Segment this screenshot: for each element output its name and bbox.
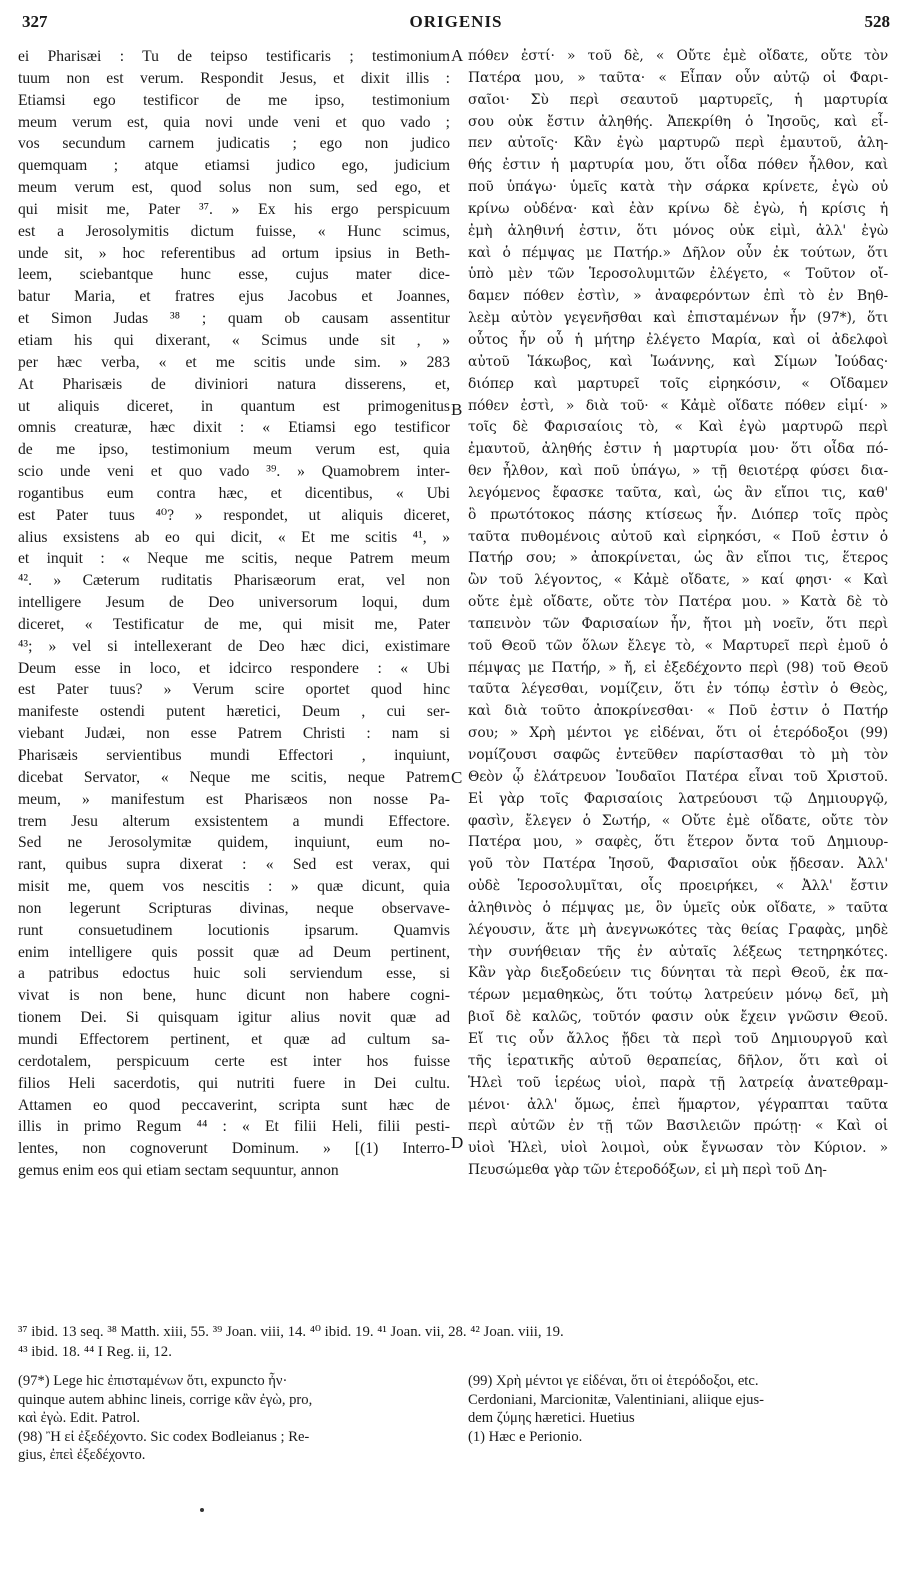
- latin-text-line: viebant Judæi, non esse Patrem Christi : nam si: [18, 725, 450, 743]
- latin-text-line: ut aliquis diceret, in quantum est primogenitus: [18, 397, 450, 415]
- greek-text-line: τὴν συνήθειαν τῆς ἐν αὐταῖς λέξεως τετηρηκότες.: [468, 943, 888, 960]
- latin-text-line: Deum esse in loco, et idcirco respondere : « Ubi: [18, 659, 450, 677]
- editor-note-line: (97*) Lege hic ἐπισταμένων ὅτι, expuncto ἦν·: [18, 1373, 288, 1389]
- editor-notes-left: [18, 1372, 450, 1465]
- latin-text-line: Attamen eo quod peccaverint, scripta sunt hæc de: [18, 1096, 450, 1114]
- greek-text-line: ὑπὸ μὲν τῶν Ἱεροσολυμιτῶν ἐλέγετο, « Τοῦτον οἴ-: [468, 266, 888, 283]
- latin-column: [18, 46, 450, 1182]
- latin-text-line: de me ipso, testimonium meum verum est, quia: [18, 441, 450, 459]
- stray-dot: [200, 1508, 204, 1512]
- margin-marker-a: A: [451, 46, 464, 65]
- latin-text-line: meum, » manifestum est Pharisæos non nosse Pa-: [18, 790, 450, 808]
- greek-column: [468, 46, 888, 1182]
- greek-text-line: περὶ αὐτῶν ἐν τῇ τῶν Βασιλειῶν πρώτῃ· « Καὶ οἱ: [468, 1118, 888, 1135]
- greek-text-line: ἐμαυτοῦ, ἀληθής ἐστιν ἡ μαρτυρία μου· ὅτι οἶδα πό-: [468, 441, 888, 458]
- latin-text-line: rant, quibus supra dixerat : « Sed est verax, qui: [18, 856, 450, 874]
- latin-text-line: et inquit : « Neque me scitis, neque Patrem meum: [18, 550, 450, 568]
- greek-text-line: μένοι· ἀλλ' ὅμως, ἐπεὶ ἥμαρτον, γέγραπται ταῦτα: [468, 1096, 888, 1113]
- margin-marker-d: D: [451, 1133, 464, 1152]
- latin-text-line: ei Pharisæi : Tu de teipso testificaris ; testimonium: [18, 48, 450, 65]
- latin-text-line: ⁴². » Cæterum ruditatis Pharisæorum erat, vel non: [18, 572, 450, 590]
- latin-text-line: batur Maria, et fratres ejus Jacobus et Joannes,: [18, 288, 450, 306]
- greek-text-line: βιοῖ δὲ καλῶς, τοῦτόν φασιν οὐκ ἔχειν γνῶσιν Θεοῦ.: [468, 1009, 888, 1026]
- latin-text-line: et Simon Judas ³⁸ ; quam ob causam assentitur: [18, 310, 450, 328]
- greek-text-line: ἐμὴ ἀληθινή ἐστιν, ὅτι μόνος οὐκ εἰμὶ, ἀλλ' ἐγὼ: [468, 222, 888, 239]
- latin-text-line: runt consuetudinem locutionis ipsarum. Quamvis: [18, 921, 450, 939]
- greek-text-line: Πατήρ σου; » ἀποκρίνεται, ὡς ἂν εἴποι τις, ἕτερος: [468, 550, 888, 567]
- greek-text-line: Πατέρα μου, » σαφὲς, ὅτι ἕτερον ὄντα τοῦ Δημιουρ-: [468, 834, 888, 851]
- greek-text-line: ἀληθινὸς ὁ πέμψας με, ὃν ὑμεῖς οὐκ οἴδατε, » ταῦτα: [468, 899, 888, 916]
- greek-text-line: θεν ἦλθον, καὶ ποῦ ὑπάγω, » τῇ θειοτέρᾳ φύσει δια-: [468, 463, 888, 480]
- running-title: ORIGENIS: [409, 12, 503, 31]
- latin-text-line: est Pater tuus ⁴⁰? » respondet, ut aliquis diceret,: [18, 506, 450, 524]
- greek-text-line: οὐδὲ Ἱεροσολυμῖται, οἷς προειρήκει, « Ἀλλ' ἔστιν: [468, 878, 888, 895]
- greek-text-line: λεὲμ αὐτὸν γεγενῆσθαι καὶ ἐπισταμένων ἦν (97*), ὅτι: [468, 310, 888, 327]
- latin-text-line: dicebat Servator, « Neque me scitis, neque Patrem: [18, 768, 450, 786]
- greek-text-line: διόπερ καὶ μαρτυρεῖ τοῖς εἰρηκόσιν, « Οἴδαμεν: [468, 375, 888, 392]
- editor-note-line: dem ζύμης hæretici. Huetius: [468, 1410, 635, 1426]
- editor-note-line: καὶ ἐγὼ. Edit. Patrol.: [18, 1410, 141, 1426]
- page-number-left: 327: [22, 12, 48, 31]
- greek-text-line: καὶ διὰ τοῦτο ἀποκρίνεσθαι· « Ποῦ ἐστιν ὁ Πατήρ: [468, 703, 888, 720]
- latin-text-line: non legerunt Scripturas divinas, neque observave-: [18, 899, 450, 917]
- latin-text-line: per hæc verba, « et me scitis unde sim. » 283: [18, 353, 450, 371]
- greek-text-line: οὔτε ἐμὲ οἴδατε, οὔτε τὸν Πατέρα μου. » Κατὰ δὲ τὸ: [468, 594, 888, 611]
- latin-text-line: quemquam ; atque etiamsi judico ego, judicium: [18, 157, 450, 175]
- greek-text-line: δαμεν πόθεν ἐστὶν, » ἀναφερόντων ἐπὶ τὸ ἐν Βηθ-: [468, 288, 888, 305]
- latin-text-line: At Pharisæis de diviniori natura disserens, et,: [18, 375, 450, 393]
- greek-text-line: κρίνω οὐδένα· καὶ ἐὰν κρίνω δὲ ἐγὼ, ἡ κρίσις ἡ: [468, 200, 888, 217]
- latin-text-line: gemus enim eos qui etiam sectam sequuntur, annon: [18, 1162, 339, 1180]
- greek-text-line: ὢν τοῦ λέγοντος, « Κἀμὲ οἴδατε, » καί φησι· « Καὶ: [468, 572, 888, 589]
- latin-text-line: scio unde veni et quo vado ³⁹. » Quamobrem inter-: [18, 463, 450, 481]
- footnotes-line-2: ⁴³ ibid. 18. ⁴⁴ I Reg. ii, 12.: [18, 1344, 172, 1360]
- editor-note-line: (99) Χρὴ μέντοι γε εἰδέναι, ὅτι οἱ ἑτερόδοξοι, etc.: [468, 1373, 759, 1389]
- latin-text-line: unde sit, » hoc referentibus ad ortum ipsius in Beth-: [18, 244, 450, 262]
- latin-text-line: vos secundum carnem judicatis ; ego non judico: [18, 135, 450, 153]
- latin-text-line: etiam his qui dixerant, « Scimus unde sit , »: [18, 331, 450, 349]
- margin-marker-b: B: [451, 400, 463, 419]
- greek-text-line: τοῖς δὲ Φαρισαίοις τὸ, « Καὶ ἐγὼ μαρτυρῶ περὶ: [468, 419, 888, 436]
- editor-note-line: Cerdoniani, Marcionitæ, Valentiniani, aliique ejus-: [468, 1391, 765, 1408]
- latin-text-line: alius exsistens ab eo qui dicit, « Et me scitis ⁴¹, »: [18, 528, 450, 546]
- greek-text-line: υἱοὶ Ἡλεὶ, υἱοὶ λοιμοὶ, οὐκ ἔγνωσαν τὸν Κύριον. »: [468, 1140, 888, 1157]
- latin-text-line: tionem Dei. Si quisquam igitur alius novit quæ ad: [18, 1009, 450, 1027]
- greek-text-line: Ἡλεὶ τοῦ ἱερέως υἱοὶ, παρὰ τῇ λατρείᾳ ἀνατεθραμ-: [468, 1074, 888, 1091]
- greek-text-line: τῆς ἱερατικῆς αὐτοῦ θεραπείας, δῆλον, ὅτι καὶ οἱ: [468, 1052, 888, 1069]
- greek-text-line: ταπεινὸν τῶν Φαρισαίων ἦν, ἤτοι μὴ νοεῖν, ὅτι περὶ: [468, 615, 888, 632]
- latin-text-line: a patribus edoctus huic soli serviendum esse, si: [18, 965, 450, 983]
- latin-text-line: cerdotalem, perspicuum certe est inter hos fuisse: [18, 1052, 450, 1070]
- editor-note-line: quinque autem abhinc lineis, corrige κἂν ἐγὼ, pro,: [18, 1391, 313, 1408]
- greek-text-line: οὗτος ἦν οὗ ἡ μήτηρ ἐλέγετο Μαρία, καὶ οἱ ἀδελφοὶ: [468, 331, 888, 348]
- latin-text-line: rogantibus eum contra hæc, et dicentibus, « Ubi: [18, 484, 450, 502]
- latin-text-line: meum verum est, quia novi unde veni et quo vado ;: [18, 113, 450, 131]
- latin-text-line: mundi Effectorem pertinent, et quæ ad cultum sa-: [18, 1030, 450, 1048]
- latin-text-line: omnis creaturæ, hæc dixit : « Etiamsi ego testificor: [18, 419, 450, 437]
- greek-text-line: πεν αὐτοῖς· Κἂν ἐγὼ μαρτυρῶ περὶ ἐμαυτοῦ, ἀλη-: [468, 135, 888, 152]
- greek-text-line: νομίζουσι σαφῶς ἐντεῦθεν παρίστασθαι τὸ μὴ τὸν: [468, 747, 888, 763]
- latin-text-line: Etiamsi ego testificor de me ipso, testimonium: [18, 91, 450, 109]
- latin-text-line: ⁴³; » vel si intellexerant de Deo hæc dici, existimare: [18, 637, 450, 655]
- greek-text-line: λεγόμενος ἔφασκε ταῦτα, καὶ, ὡς ἂν εἴποι τις, καθ': [468, 484, 888, 501]
- greek-text-line: Πατέρα μου, » ταῦτα· « Εἶπαν οὖν αὐτῷ οἱ Φαρι-: [468, 69, 888, 86]
- latin-text-line: misit me, quem vos nescitis : » quæ dicunt, quia: [18, 878, 450, 896]
- latin-text-line: est Pater tuus? » Verum scire oportet quod hinc: [18, 681, 450, 699]
- latin-text-line: vivat is non bene, hunc dicunt non habere cogni-: [18, 987, 450, 1005]
- greek-text-line: πόθεν ἐστί· » τοῦ δὲ, « Οὔτε ἐμὲ οἴδατε, οὔτε τὸν: [468, 48, 888, 64]
- greek-text-line: ταῦτα πυθομένοις αὐτοῦ καὶ εἰρηκόσι, « Ποῦ ἐστιν ὁ: [468, 528, 888, 545]
- greek-text-line: σου οὐκ ἔστιν ἀληθής. Ἀπεκρίθη ὁ Ἰησοῦς, καὶ εἶ-: [468, 113, 888, 130]
- greek-text-line: καὶ ὁ πέμψας με Πατήρ.» Δῆλον οὖν ἐκ τούτων, ὅτι: [468, 244, 888, 261]
- footnotes-line-1: ³⁷ ibid. 13 seq. ³⁸ Matth. xiii, 55. ³⁹ Joan. viii, 14. ⁴⁰ ibid. 19. ⁴¹ Joan. vii, 28. ⁴² Joan. viii, 19.: [18, 1324, 564, 1340]
- editor-note-line: (98) Ἢ εἰ ἐξεδέχοντο. Sic codex Bodleianus ; Re-: [18, 1428, 310, 1445]
- greek-text-line: ὃ πρωτότοκος πάσης κτίσεως ἦν. Διόπερ τοῖς πρὸς: [468, 506, 888, 523]
- editor-note-line: gius, ἐπεὶ ἐξεδέχοντο.: [18, 1447, 146, 1463]
- greek-text-line: σαῖοι· Σὺ περὶ σεαυτοῦ μαρτυρεῖς, ἡ μαρτυρία: [468, 91, 888, 108]
- editor-notes-right: [468, 1372, 888, 1446]
- greek-text-line: πέμψας με Πατήρ, » ἤ, εἰ ἐξεδέχοντο περὶ (98) τοῦ Θεοῦ: [468, 659, 888, 676]
- latin-text-line: enim intelligere quis possit quæ ad Deum pertinent,: [18, 943, 450, 961]
- greek-text-line: ποῦ ὑπάγω· ὑμεῖς κατὰ τὴν σάρκα κρίνετε, ἐγὼ οὐ: [468, 179, 888, 196]
- greek-text-line: Πευσώμεθα γὰρ τῶν ἑτεροδόξων, εἰ μὴ περὶ τοῦ Δη-: [468, 1162, 827, 1179]
- greek-text-line: Θεὸν ᾧ ἐλάτρευον Ἰουδαῖοι Πατέρα εἶναι τοῦ Χριστοῦ.: [468, 768, 888, 785]
- page-header: [22, 12, 890, 36]
- latin-text-line: meum verum est, quod solus non sum, sed ego, et: [18, 179, 450, 197]
- greek-text-line: Εἴ τις οὖν ἄλλος ᾔδει τὰ περὶ τοῦ Δημιουργοῦ καὶ: [468, 1030, 888, 1047]
- latin-text-line: filios Heli sacerdotis, qui nutriti fuere in Dei cultu.: [18, 1074, 450, 1092]
- greek-text-line: τέρων μεμαθηκὼς, ὅτι τούτῳ λατρεύειν μόνῳ δεῖ, μὴ: [468, 987, 888, 1004]
- greek-text-line: γοῦ τὸν Πατέρα Ἰησοῦ, Φαρισαῖοι οὐκ ᾔδεσαν. Ἀλλ': [468, 856, 888, 873]
- latin-text-line: leem, sciebantque hunc esse, cujus mater dice-: [18, 266, 450, 284]
- greek-text-line: τοῦ Θεοῦ τῶν ὅλων ἔλεγε τὸ, « Μαρτυρεῖ περὶ ἐμοῦ ὁ: [468, 637, 888, 654]
- latin-text-line: qui misit me, Pater ³⁷. » Ex his ergo perspicuum: [18, 200, 450, 218]
- editor-note-line: (1) Hæc e Perionio.: [468, 1428, 583, 1445]
- greek-text-line: θής ἐστιν ἡ μαρτυρία μου, ὅτι οἶδα πόθεν ἦλθον, καὶ: [468, 157, 888, 174]
- latin-text-line: trem Jesu alterum exsistentem a mundi Effectore.: [18, 812, 450, 830]
- latin-text-line: lentes, non cognoverunt Dominum. » [(1) Interro-: [18, 1140, 450, 1158]
- latin-text-line: intelligere Jesum de Deo universorum loqui, dum: [18, 594, 450, 612]
- greek-text-line: ταῦτα λέγεσθαι, νομίζειν, ὅτι ἐν τόπῳ ἐστὶν ὁ Θεὸς,: [468, 681, 888, 698]
- latin-text-line: est a Jerosolymitis dictum fuisse, « Hunc scimus,: [18, 222, 450, 240]
- margin-marker-c: C: [451, 768, 463, 787]
- latin-text-line: Pharisæis servientibus mundi Effectori , inquiunt,: [18, 747, 450, 764]
- latin-text-line: illis in primo Regum ⁴⁴ : « Et filii Heli, filii pesti-: [18, 1118, 450, 1136]
- greek-text-line: Κἂν γὰρ διεξοδεύειν τις δύνηται τὰ περὶ Θεοῦ, ἐκ πα-: [468, 965, 888, 982]
- page-number-right: 528: [864, 12, 890, 31]
- latin-text-line: diceret, « Testificatur de me, qui misit me, Pater: [18, 615, 450, 633]
- greek-text-line: αὐτοῦ Ἰάκωβος, καὶ Ἰωάννης, καὶ Σίμων Ἰούδας·: [468, 353, 888, 370]
- greek-text-line: λέγουσιν, ἅτε μὴ ἀνεγνωκότες τὰς θείας Γραφὰς, μηδὲ: [468, 921, 888, 938]
- greek-text-line: φασὶν, ἔλεγεν ὁ Σωτήρ, « Οὔτε ἐμὲ οἴδατε, οὔτε τὸν: [468, 812, 888, 829]
- greek-text-line: Εἰ γὰρ τοῖς Φαρισαίοις λατρεύουσι τῷ Δημιουργῷ,: [468, 790, 888, 807]
- latin-text-line: tuum non est verum. Respondit Jesus, et dixit illis :: [18, 69, 450, 87]
- latin-text-line: manifeste ostendi putent hæretici, Deum , cui ser-: [18, 703, 450, 721]
- latin-text-line: Sed ne Jerosolymitæ quidem, inquiunt, eum no-: [18, 834, 450, 852]
- greek-text-line: σου; » Χρὴ μέντοι γε εἰδέναι, ὅτι οἱ ἑτερόδοξοι (99): [468, 725, 888, 742]
- greek-text-line: πόθεν ἐστὶ, » διὰ τοῦ· « Κἀμὲ οἴδατε πόθεν εἰμί· »: [468, 397, 888, 414]
